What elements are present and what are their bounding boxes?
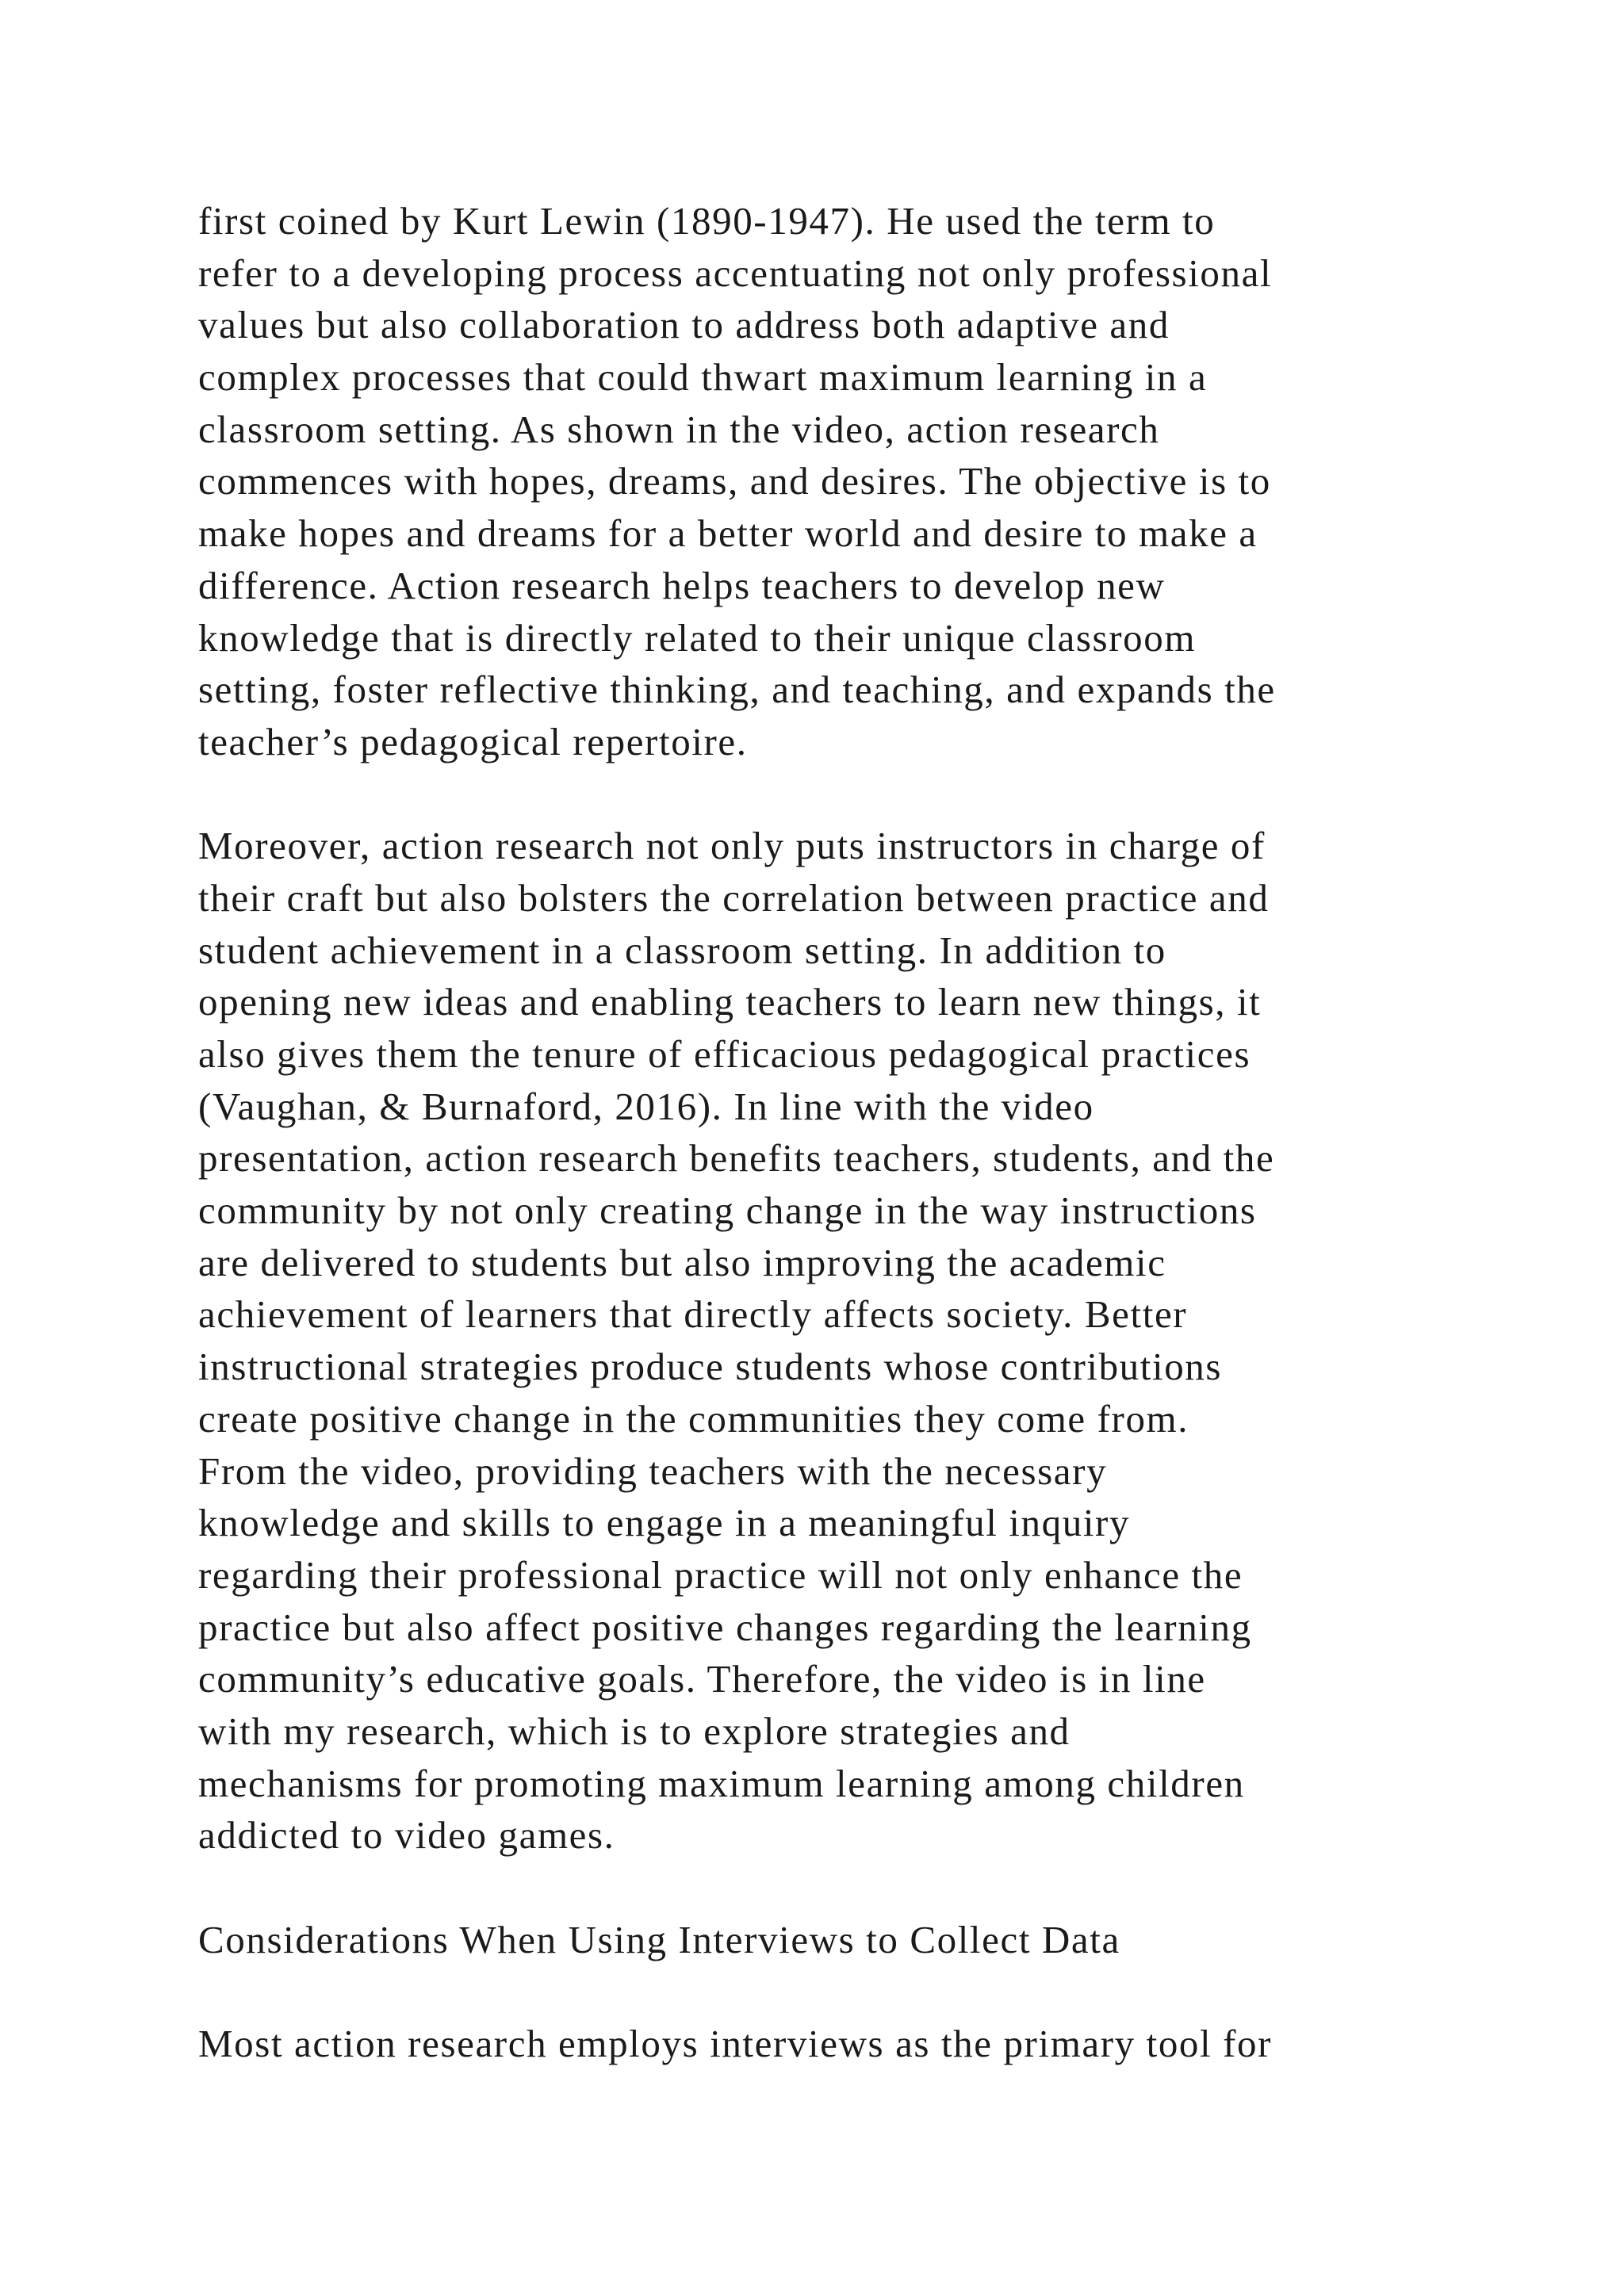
section-heading: Considerations When Using Interviews to Collect Data (198, 1917, 1120, 1961)
text-line: knowledge and skills to engage in a meaningful inquiry (198, 1501, 1131, 1545)
text-line: opening new ideas and enabling teachers to learn new things, it (198, 980, 1262, 1024)
text-line: make hopes and dreams for a better world and desire to make a (198, 511, 1258, 556)
text-line: mechanisms for promoting maximum learning among children (198, 1761, 1245, 1805)
text-line: are delivered to students but also improving the academic (198, 1240, 1166, 1284)
text-line: their craft but also bolsters the correlation between practice and (198, 875, 1270, 920)
paragraph-lewin-definition (198, 195, 1499, 768)
text-line: instructional strategies produce students whose contributions (198, 1345, 1223, 1389)
paragraph-spacer (198, 768, 1499, 821)
text-line: addicted to video games. (198, 1813, 615, 1858)
text-line: first coined by Kurt Lewin (1890-1947). He used the term to (198, 199, 1216, 243)
text-line: practice but also affect positive changes regarding the learning (198, 1605, 1252, 1649)
paragraph-interviews (198, 2018, 1499, 2070)
text-line: From the video, providing teachers with the necessary (198, 1448, 1108, 1493)
text-line: presentation, action research benefits teachers, students, and the (198, 1136, 1275, 1181)
text-line: difference. Action research helps teachers to develop new (198, 563, 1166, 607)
text-line: complex processes that could thwart maximum learning in a (198, 355, 1208, 400)
text-line: values but also collaboration to address both adaptive and (198, 303, 1170, 347)
text-line: create positive change in the communities they come from. (198, 1396, 1189, 1441)
text-line: Most action research employs interviews as the primary tool for (198, 2022, 1273, 2066)
text-line: community by not only creating change in the way instructions (198, 1188, 1257, 1233)
text-line: teacher’s pedagogical repertoire. (198, 719, 748, 763)
text-line: achievement of learners that directly affects society. Better (198, 1292, 1188, 1337)
text-line: regarding their professional practice will not only enhance the (198, 1552, 1243, 1597)
text-line: commences with hopes, dreams, and desires. The objective is to (198, 459, 1271, 503)
text-line: classroom setting. As shown in the video, action research (198, 407, 1160, 451)
text-line: (Vaughan, & Burnaford, 2016). In line with the video (198, 1084, 1094, 1128)
text-line: community’s educative goals. Therefore, the video is in line (198, 1657, 1206, 1701)
text-line: knowledge that is directly related to their unique classroom (198, 615, 1197, 660)
paragraph-spacer (198, 1965, 1499, 2018)
text-line: student achievement in a classroom setting. In addition to (198, 928, 1166, 972)
text-line: also gives them the tenure of efficacious pedagogical practices (198, 1032, 1251, 1076)
text-line: Moreover, action research not only puts instructors in charge of (198, 824, 1266, 868)
document-body (198, 195, 1499, 2070)
text-line: setting, foster reflective thinking, and teaching, and expands the (198, 668, 1276, 712)
paragraph-spacer (198, 1862, 1499, 1914)
text-line: with my research, which is to explore strategies and (198, 1709, 1071, 1753)
text-line: refer to a developing process accentuating not only professional (198, 251, 1273, 295)
paragraph-benefits (198, 820, 1499, 1862)
